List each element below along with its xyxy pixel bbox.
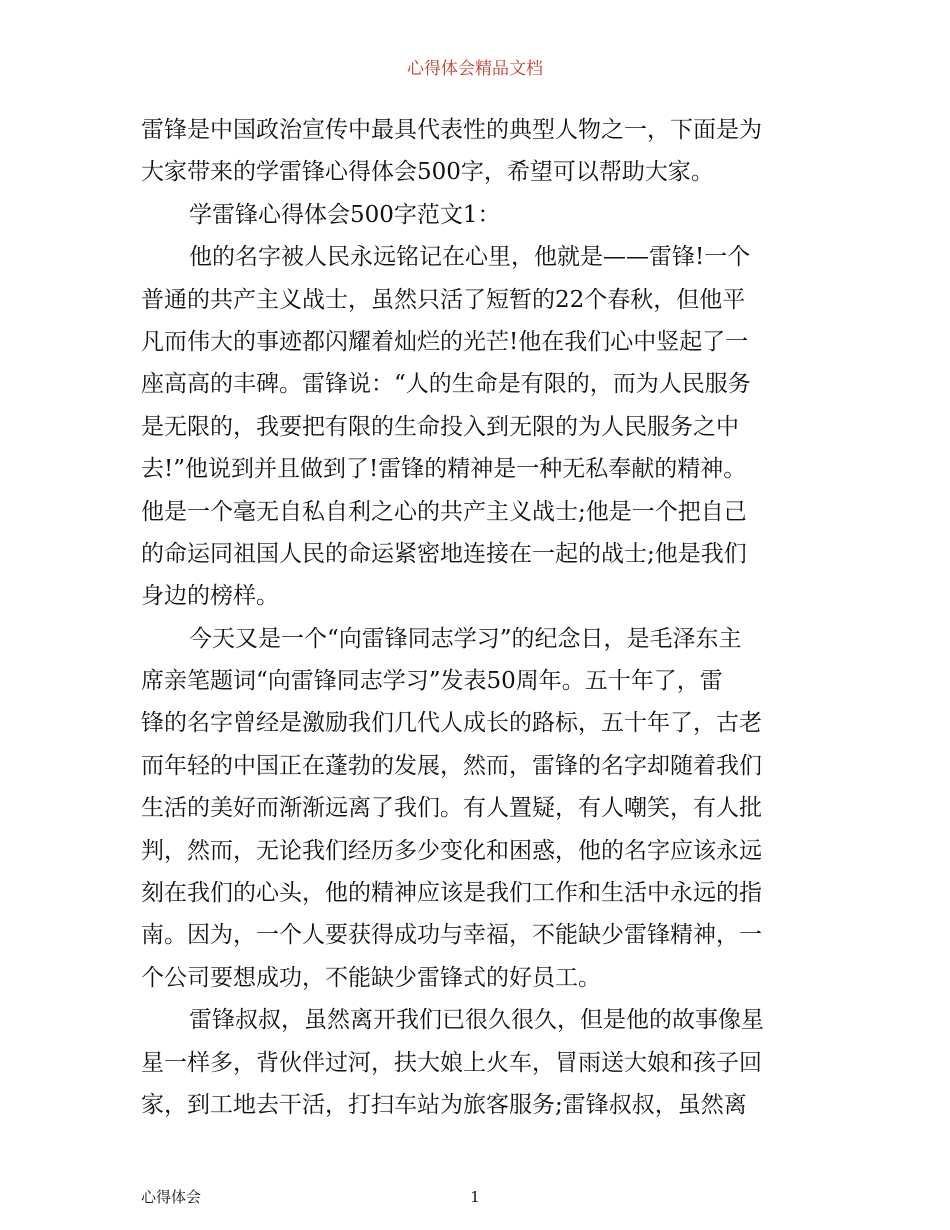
page-header-title: 心得体会精品文档 xyxy=(407,59,543,79)
body-line: 星一样多，背伙伴过河，扶大娘上火车，冒雨送大娘和孩子回 xyxy=(141,1049,762,1076)
body-line: 雷锋叔叔，虽然离开我们已很久很久，但是他的故事像星 xyxy=(189,1007,764,1034)
body-line: 雷锋是中国政治宣传中最具代表性的典型人物之一，下面是为 xyxy=(141,117,762,143)
body-line: 个公司要想成功，不能缺少雷锋式的好员工。 xyxy=(141,964,601,991)
page-number: 1 xyxy=(470,1188,480,1206)
section-heading: 学雷锋心得体会500字范文1： xyxy=(189,201,501,228)
body-line: 南。因为，一个人要获得成功与幸福，不能缺少雷锋精神，一 xyxy=(141,922,762,949)
body-line: 席亲笔题词“向雷锋同志学习”发表50周年。五十年了，雷 xyxy=(141,668,723,695)
body-line: 而年轻的中国正在蓬勃的发展，然而，雷锋的名字却随着我们 xyxy=(141,752,762,779)
body-line: 座高高的丰碑。雷锋说：“人的生命是有限的，而为人民服务 xyxy=(141,371,751,398)
document-body xyxy=(141,109,813,1126)
body-line: 今天又是一个“向雷锋同志学习”的纪念日，是毛泽东主 xyxy=(189,625,742,652)
body-line: 锋的名字曾经是激励我们几代人成长的路标，五十年了，古老 xyxy=(141,710,762,737)
body-line: 家，到工地去干活，打扫车站为旅客服务;雷锋叔叔，虽然离 xyxy=(141,1091,747,1118)
body-line: 凡而伟大的事迹都闪耀着灿烂的光芒!他在我们心中竖起了一 xyxy=(141,328,749,355)
body-line: 是无限的，我要把有限的生命投入到无限的为人民服务之中 xyxy=(141,413,739,440)
body-line: 大家带来的学雷锋心得体会500字，希望可以帮助大家。 xyxy=(141,159,714,186)
body-line: 去!”他说到并且做到了!雷锋的精神是一种无私奉献的精神。 xyxy=(141,456,747,483)
body-line: 普通的共产主义战士，虽然只活了短暂的22个春秋，但他平 xyxy=(141,286,746,313)
body-line: 他的名字被人民永远铭记在心里，他就是——雷锋!一个 xyxy=(189,244,751,271)
body-line: 他是一个毫无自私自利之心的共产主义战士;他是一个把自己 xyxy=(141,498,747,525)
body-line: 判，然而，无论我们经历多少变化和困惑，他的名字应该永远 xyxy=(141,837,762,864)
body-line: 的命运同祖国人民的命运紧密地连接在一起的战士;他是我们 xyxy=(141,540,747,567)
body-line: 身边的榜样。 xyxy=(141,583,279,610)
body-line: 生活的美好而渐渐远离了我们。有人置疑，有人嘲笑，有人批 xyxy=(141,795,762,822)
footer-label: 心得体会 xyxy=(141,1188,202,1206)
body-line: 刻在我们的心头，他的精神应该是我们工作和生活中永远的指 xyxy=(141,880,762,907)
